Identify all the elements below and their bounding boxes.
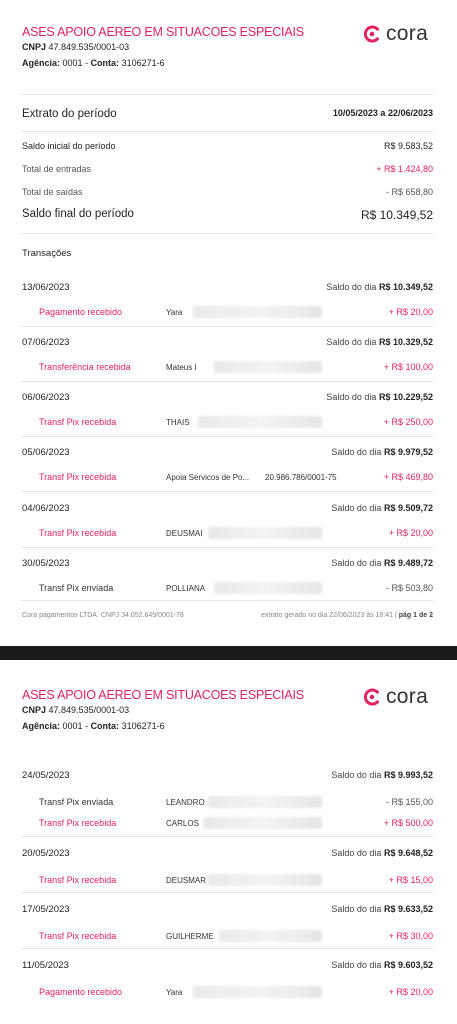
counterparty-name: DEUSMAI [166, 529, 203, 538]
divider [21, 436, 433, 437]
redaction-blur [214, 582, 322, 594]
transaction-type: Pagamento recebido [39, 987, 123, 997]
total-out-label: Total de saídas [22, 187, 83, 197]
initial-balance-value: R$ 9.583,52 [383, 141, 433, 151]
redaction-blur [198, 416, 322, 428]
transaction-amount: - R$ 155,00 [385, 797, 433, 807]
counterparty-document: 20.986.786/0001-75 [265, 473, 337, 482]
footer-company: Cora pagamentos LTDA. CNPJ 34.052.649/0001-78 [22, 612, 184, 619]
page-number: pág 1 de 2 [398, 612, 433, 619]
day-balance: Saldo do dia R$ 9.993,52 [331, 770, 433, 780]
counterparty-name: LEANDRO [166, 798, 205, 807]
counterparty-name: CARLOS [166, 819, 199, 828]
day-date: 20/05/2023 [22, 848, 70, 859]
cora-logo-text: cora [386, 22, 429, 45]
company-name: ASES APOIO AEREO EM SITUACOES ESPECIAIS [22, 25, 304, 39]
day-date: 11/05/2023 [22, 960, 69, 971]
transaction-amount: + R$ 500,00 [383, 818, 433, 828]
day-date: 24/05/2023 [22, 770, 70, 781]
redaction-blur [219, 930, 322, 942]
day-date: 04/06/2023 [22, 503, 70, 514]
day-date: 17/05/2023 [22, 904, 70, 915]
initial-balance-label: Saldo inicial do período [22, 141, 116, 151]
redaction-blur [193, 306, 322, 318]
cora-logo-icon [362, 24, 382, 44]
transaction-amount: + R$ 15,00 [388, 875, 433, 885]
redaction-blur [203, 817, 322, 829]
divider [21, 892, 433, 893]
period-label: Extrato do período [22, 108, 117, 120]
divider [21, 326, 433, 327]
transaction-type: Transf Pix enviada [39, 797, 114, 807]
transaction-type: Transf Pix recebida [39, 931, 117, 941]
final-balance-label: Saldo final do período [22, 208, 134, 220]
day-balance: Saldo do dia R$ 10.349,52 [326, 282, 433, 292]
company-name: ASES APOIO AEREO EM SITUACOES ESPECIAIS [22, 688, 304, 702]
divider [21, 948, 433, 949]
cnpj-line: CNPJ 47.849.535/0001-03 [22, 705, 130, 715]
day-date: 06/06/2023 [22, 392, 70, 403]
cora-logo-icon [362, 687, 382, 707]
total-out-value: - R$ 658,80 [385, 187, 433, 197]
divider [21, 94, 433, 95]
day-date: 13/06/2023 [22, 282, 70, 293]
account-line: Agência: 0001 - Conta: 3106271-6 [22, 721, 165, 731]
transaction-type: Transf Pix recebida [39, 417, 117, 427]
account-line: Agência: 0001 - Conta: 3106271-6 [22, 58, 165, 68]
counterparty-name: GUILHERME [166, 932, 214, 941]
transaction-type: Transf Pix enviada [39, 583, 114, 593]
day-balance: Saldo do dia R$ 9.979,52 [331, 447, 433, 457]
divider [21, 836, 433, 837]
transactions-title: Transações [22, 248, 72, 259]
divider [21, 491, 433, 492]
day-balance: Saldo do dia R$ 9.648,52 [331, 848, 433, 858]
divider [21, 547, 433, 548]
redaction-blur [208, 874, 322, 886]
day-balance: Saldo do dia R$ 9.633,52 [331, 904, 433, 914]
transaction-amount: + R$ 30,00 [388, 931, 433, 941]
total-in-label: Total de entradas [22, 164, 92, 174]
transaction-amount: + R$ 100,00 [383, 362, 433, 372]
day-balance: Saldo do dia R$ 10.329,52 [326, 337, 433, 347]
transaction-amount: + R$ 469,80 [383, 472, 433, 482]
counterparty-name: Apoia Servicos de Po... [166, 473, 250, 482]
transaction-amount: + R$ 20,00 [388, 528, 433, 538]
cora-logo [362, 22, 428, 46]
transaction-amount: + R$ 20,00 [388, 987, 433, 997]
redaction-blur [214, 361, 322, 373]
period-range: 10/05/2023 a 22/06/2023 [332, 108, 433, 118]
transaction-amount: + R$ 250,00 [383, 417, 433, 427]
day-date: 30/05/2023 [22, 558, 70, 569]
total-in-value: + R$ 1.424,80 [376, 164, 433, 174]
transaction-type: Transf Pix recebida [39, 818, 117, 828]
transaction-type: Transf Pix recebida [39, 528, 117, 538]
day-date: 05/06/2023 [22, 447, 70, 458]
transaction-amount: + R$ 20,00 [388, 307, 433, 317]
footer-generated: extrato gerado no dia 22/06/2023 às 18:41 | pág 1 de 2 [261, 612, 433, 619]
final-balance-value: R$ 10.349,52 [360, 208, 433, 222]
counterparty-name: Yara [166, 308, 183, 317]
day-balance: Saldo do dia R$ 9.489,72 [331, 558, 433, 568]
counterparty-name: POLLIANA [166, 584, 206, 593]
redaction-blur [193, 986, 322, 998]
cnpj-line: CNPJ 47.849.535/0001-03 [22, 42, 130, 52]
divider [21, 600, 433, 601]
transaction-type: Transferência recebida [39, 362, 131, 372]
redaction-blur [208, 796, 322, 808]
counterparty-name: DEUSMAR [166, 876, 207, 885]
transaction-type: Transf Pix recebida [39, 875, 117, 885]
transaction-type: Pagamento recebido [39, 307, 123, 317]
day-balance: Saldo do dia R$ 9.509,72 [331, 503, 433, 513]
statement-page-2 [0, 660, 457, 1024]
divider [21, 131, 433, 132]
divider [21, 233, 433, 234]
divider [21, 381, 433, 382]
redaction-blur [208, 527, 322, 539]
transaction-type: Transf Pix recebida [39, 472, 117, 482]
counterparty-name: THAIS [166, 418, 190, 427]
counterparty-name: Mateus I [166, 363, 197, 372]
cora-logo [362, 685, 428, 709]
day-balance: Saldo do dia R$ 10.229,52 [326, 392, 433, 402]
counterparty-name: Yara [166, 988, 183, 997]
transaction-amount: - R$ 503,80 [385, 583, 433, 593]
cora-logo-text: cora [386, 685, 429, 708]
day-balance: Saldo do dia R$ 9.603,52 [331, 960, 433, 970]
day-date: 07/06/2023 [22, 337, 70, 348]
